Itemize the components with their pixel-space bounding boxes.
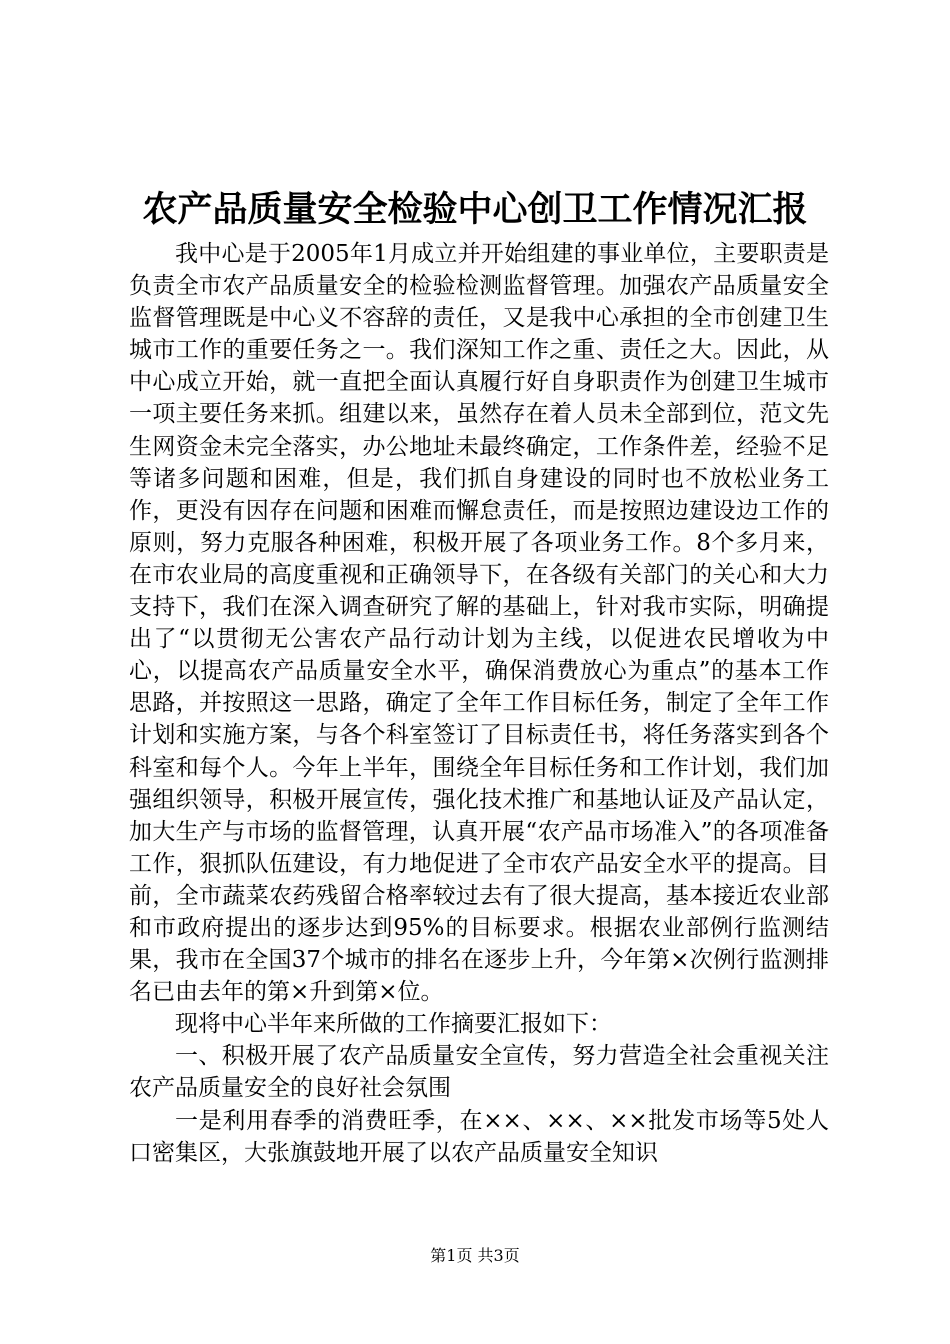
paragraph-intro: 我中心是于2005年1月成立并开始组建的事业单位，主要职责是负责全市农产品质量安全的检验检测监督管理。加强农产品质量安全监督管理既是中心义不容辞的责任，又是我中心承担的全市创建卫生城市工作的重要任务之一。我们深知工作之重、责任之大。因此，从中心成立开始，就一直把全面认真履行好自身职责作为创建卫生城市一项主要任务来抓。组建以来，虽然存在着人员未全部到位，范文先生网资金未完全落实，办公地址未最终确定，工作条件差，经验不足等诸多问题和困难，但是，我们抓自身建设的同时也不放松业务工作，更没有因存在问题和困难而懈怠责任，而是按照边建设边工作的原则，努力克服各种困难，积极开展了各项业务工作。8个多月来，在市农业局的高度重视和正确领导下，在各级有关部门的关心和大力支持下，我们在深入调查研究了解的基础上，针对我市实际，明确提出了“以贯彻无公害农产品行动计划为主线，以促进农民增收为中心，以提高农产品质量安全水平，确保消费放心为重点”的基本工作思路，并按照这一思路，确定了全年工作目标任务，制定了全年工作计划和实施方案，与各个科室签订了目标责任书，将任务落实到各个科室和每个人。今年上半年，围绕全年目标任务和工作计划，我们加强组织领导，积极开展宣传，强化技术推广和基地认证及产品认定，加大生产与市场的监督管理，认真开展“农产品市场准入”的各项准备工作，狠抓队伍建设，有力地促进了全市农产品安全水平的提高。目前，全市蔬菜农药残留合格率较过去有了很大提高，基本接近农业部和市政府提出的逐步达到95%的目标要求。根据农业部例行监测结果，我市在全国37个城市的排名在逐步上升，今年第×次例行监测排名已由去年的第×升到第×位。 bbox=[129, 241, 829, 1006]
document-title: 农产品质量安全检验中心创卫工作情况汇报 bbox=[142, 189, 808, 230]
document-body bbox=[129, 238, 829, 1169]
paragraph-item-one: 一是利用春季的消费旺季，在××、××、××批发市场等5处人口密集区，大张旗鼓地开展了以农产品质量安全知识 bbox=[129, 1107, 829, 1166]
page-footer: 第1页 共3页 bbox=[430, 1246, 520, 1265]
paragraph-summary-lead: 现将中心半年来所做的工作摘要汇报如下： bbox=[175, 1011, 612, 1038]
paragraph-section-heading: 一、积极开展了农产品质量安全宣传，努力营造全社会重视关注农产品质量安全的良好社会氛围 bbox=[129, 1043, 829, 1102]
